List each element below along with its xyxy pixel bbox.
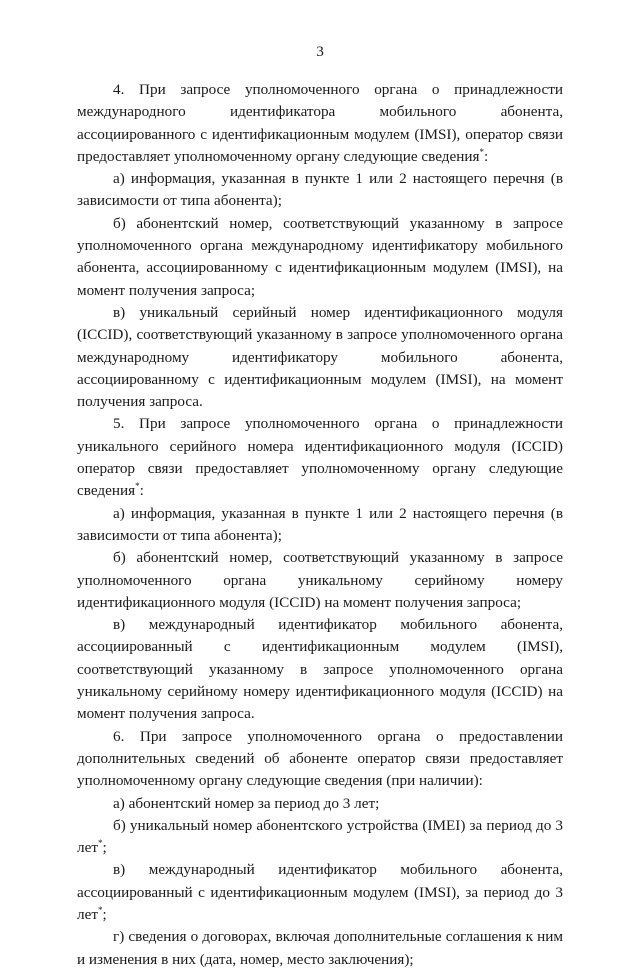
paragraph-6c (77, 859, 563, 926)
paragraph-4a: а) информация, указанная в пункте 1 или 2 настоящего перечня (в зависимости от типа абонента); (77, 170, 563, 210)
page-number: 3 (316, 43, 324, 60)
paragraph-5 (77, 413, 563, 502)
paragraph-6a: а) абонентский номер за период до 3 лет; (113, 794, 380, 812)
paragraph-6d: г) сведения о договорах, включая дополнительные соглашения к ним и изменения в них (дата, номер, место заключения); (77, 928, 563, 968)
paragraph-4b: б) абонентский номер, соответствующий указанному в запросе уполномоченного органа международному идентификатору мобильного абонента, ассоциированному с идентификационным модулем (IMSI), на момент получения запроса; (77, 214, 563, 299)
footnote-mark: * (479, 146, 484, 157)
paragraph-5a: а) информация, указанная в пункте 1 или 2 настоящего перечня (в зависимости от типа абонента); (77, 504, 563, 544)
paragraph-tail: ; (102, 905, 107, 923)
paragraph-4c: в) уникальный серийный номер идентификационного модуля (ICCID), соответствующий указанному в запросе уполномоченного органа международному идентификатору мобильного абонента, ассоциированному с идентификационным модулем (IMSI), на момент получения запроса. (77, 303, 563, 411)
paragraph-text: в) международный идентификатор мобильного абонента, ассоциированный с идентификационным модулем (IMSI), за период до 3 лет (77, 861, 563, 923)
footnote-mark: * (97, 838, 103, 849)
paragraph-tail: : (139, 482, 144, 500)
paragraph-text: б) уникальный номер абонентского устройства (IMEI) за период до 3 лет (77, 816, 563, 857)
footnote-mark: * (135, 481, 140, 492)
document-body (77, 79, 563, 971)
footnote-mark: * (97, 904, 103, 915)
paragraph-text: 5. При запросе уполномоченного органа о принадлежности уникального серийного номера идентификационного модуля (ICCID) оператор связи предоставляет уполномоченному органу следующие сведения (77, 415, 563, 500)
paragraph-5c: в) международный идентификатор мобильного абонента, ассоциированный с идентификационным модулем (IMSI), соответствующий указанному в запросе уполномоченного органа уникальному серийному номеру идентификационного модуля (ICCID) на момент получения запроса. (77, 616, 563, 723)
paragraph-6b (77, 815, 563, 860)
paragraph-text: 4. При запросе уполномоченного органа о принадлежности международного идентификатора мобильного абонента, ассоциированного с идентификационным модулем (IMSI), оператор связи предоставляет уполномоченному органу следующие сведения (77, 81, 563, 165)
paragraph-tail: : (484, 147, 489, 165)
paragraph-4 (77, 79, 563, 168)
paragraph-6: 6. При запросе уполномоченного органа о предоставлении дополнительных сведений об абоненте оператор связи предоставляет уполномоченному органу следующие сведения (при наличии): (77, 727, 563, 790)
paragraph-5b: б) абонентский номер, соответствующий указанному в запросе уполномоченного органа уникальному серийному номеру идентификационного модуля (ICCID) на момент получения запроса; (77, 549, 563, 611)
paragraph-tail: ; (102, 839, 107, 857)
